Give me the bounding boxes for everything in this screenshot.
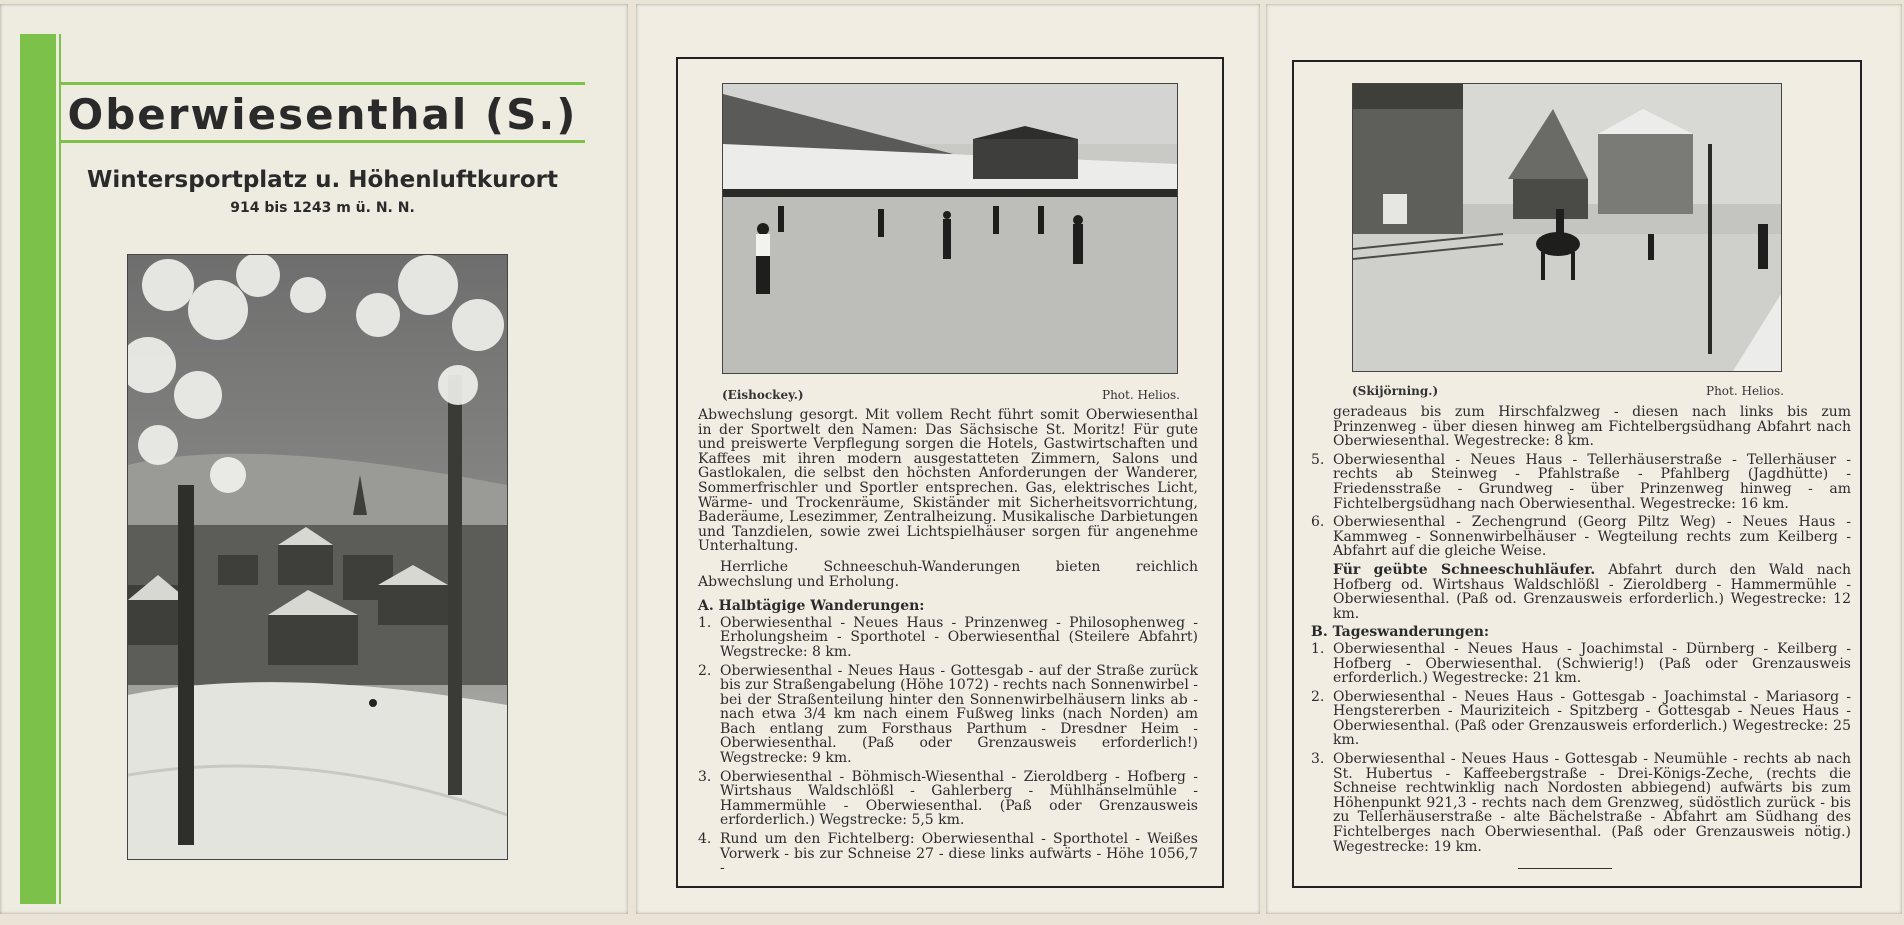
route-item: 4. Rund um den Fichtelberg: Oberwiesenthal - Sporthotel - Weißes Vorwerk - bis zur Schneise 27 - diese links aufwärts - Höhe 1056,7 -	[698, 831, 1198, 877]
route-item: 6. Oberwiesenthal - Zechengrund (Georg Piltz Weg) - Neues Haus - Kammweg - Sonnenwirbelhäuser - Wegteilung rechts zum Keilberg - Abfahrt auf die gleiche Weise.	[1311, 514, 1851, 560]
route-item: 3. Oberwiesenthal - Böhmisch-Wiesenthal - Zieroldberg - Hofberg - Wirtshaus Waldschlößl - Gahlerberg - Mühlhänselmühle - Hammermühle - Oberwiesenthal. (Paß oder Grenzausweis erforderlich.) Wegstrecke: 5,5 km.	[698, 768, 1198, 829]
inner-page-left	[636, 4, 1260, 914]
route-item: 2. Oberwiesenthal - Neues Haus - Gottesgab - Joachimstal - Mariasorg - Hengstererben - Mauriziteich - Spitzberg - Gottesgab - Neues Haus - Oberwiesenthal. (Paß oder Grenzausweis erforderlich.) Wegestrecke: 25 km.	[1311, 688, 1851, 749]
end-rule	[1518, 868, 1612, 869]
cover-altitude: 914 bis 1243 m ü. N. N.	[230, 200, 415, 216]
section-heading-a: A. Halbtägige Wanderungen:	[698, 598, 925, 615]
route-item: 1. Oberwiesenthal - Neues Haus - Prinzenweg - Philosophenweg - Erholungsheim - Sporthotel - Oberwiesenthal (Steilere Abfahrt) Wegstrecke: 8 km.	[698, 614, 1198, 660]
page2-body	[698, 408, 1198, 880]
section-heading-b: B. Tageswanderungen:	[1311, 624, 1490, 641]
page3-body	[1311, 405, 1851, 858]
expert-note	[1311, 563, 1851, 621]
photo-skijoring	[1352, 83, 1782, 372]
route-item: 5. Oberwiesenthal - Neues Haus - Tellerhäuserstraße - Tellerhäuser - rechts ab Steinweg - Pfahlstraße - Pfahlberg (Jagdhütte) - Friedensstraße - Grundweg - über Prinzenweg hinweg - am Fichtelbergsüdhang nach Oberwiesenthal. Wegestrecke: 16 km.	[1311, 451, 1851, 512]
cover-subtitle: Wintersportplatz u. Höhenluftkurort	[86, 167, 559, 193]
route-list-a-continued	[1311, 453, 1851, 559]
expert-text: Abfahrt durch den Wald nach Hofberg od. Wirtshaus Waldschlößl - Zieroldberg - Hammermühle - Oberwiesenthal. (Paß od. Grenzausweis erforderlich.) Wegestrecke: 12 km.	[1333, 561, 1852, 622]
continued-paragraph: geradeaus bis zum Hirschfalzweg - diesen nach links bis zum Prinzenweg - über diesen hinweg am Fichtelbergsüdhang Abfahrt nach Oberwiesenthal. Wegestrecke: 8 km.	[1333, 404, 1851, 450]
route-item: 2. Oberwiesenthal - Neues Haus - Gottesgab - auf der Straße zurück bis zur Straßengabelung (Höhe 1072) - rechts nach Sonnenwirbel - bei der Straßenteilung hinter den Sonnenwirbelhäusern links ab - nach etwa 3/4 km nach einem Fußweg links (nach Norden) am Bach entlang zum Forsthaus Parthum - Dresdner Heim - Oberwiesenthal. (Paß oder Grenzausweis erforderlich!) Wegstrecke: 9 km.	[698, 662, 1198, 767]
inner-page-right	[1266, 4, 1902, 914]
photo-caption: (Skijörning.)	[1352, 384, 1439, 398]
expert-label: Für geübte Schneeschuhläufer.	[1333, 561, 1596, 578]
intro-paragraph-2: Herrliche Schneeschuh-Wanderungen bieten reichlich Abwechslung und Erholung.	[698, 558, 1198, 590]
cover-title: Oberwiesenthal (S.)	[67, 90, 578, 139]
intro-paragraph: Abwechslung gesorgt. Mit vollem Recht führt somit Oberwiesenthal in der Sportwelt den Namen: Das Sächsische St. Moritz! Für gute und preiswerte Verpflegung sorgen die Hotels, Gastwirtschaften und Kaffees mit ihren modern ausgestatteten Zimmern, Salons und Gastlokalen, die selbst den höchsten Anforderungen der Wanderer, Sommerfrischler und Sportler entsprechen. Gas, elektrisches Licht, Wärme- und Trockenräume, Skiständer mit Sicherheitsvorrichtung, Baderäume, Lesezimmer, Zentralheizung. Musikalische Darbietungen und Tanzdielen, sowie zwei Lichtspielhäuser sorgen für angenehme Unterhaltung.	[698, 407, 1198, 555]
photo-ice-hockey	[722, 83, 1178, 374]
green-stripe	[20, 34, 56, 904]
photo-credit: Phot. Helios.	[1706, 384, 1784, 398]
route-list-a	[698, 616, 1198, 876]
photo-credit: Phot. Helios.	[1102, 388, 1180, 402]
title-rule-top	[60, 82, 585, 85]
title-rule-bottom	[60, 140, 585, 143]
route-item: 1. Oberwiesenthal - Neues Haus - Joachimstal - Dürnberg - Keilberg - Hofberg - Oberwiesenthal. (Schwierig!) (Paß oder Grenzausweis erforderlich.) Wegestrecke: 21 km.	[1311, 640, 1851, 687]
route-item: 3. Oberwiesenthal - Neues Haus - Gottesgab - Neumühle - rechts ab nach St. Hubertus - Kaffeebergstraße - Drei-Königs-Zeche, (rechts die Schneise rechtwinklig nach Nordosten abbiegend) aufwärts bis zum Höhenpunkt 921,3 - rechts nach dem Grenzweg, südöstlich zurück - bis zu Tellerhäuserstraße - alte Bächelstraße - Abfahrt am Südhang des Fichtelberges nach Oberwiesenthal. (Paß oder Grenzausweis nötig.) Wegestrecke: 19 km.	[1311, 751, 1851, 855]
photo-caption: (Eishockey.)	[722, 388, 804, 402]
cover-page	[0, 4, 628, 914]
cover-photo-winter-town	[127, 254, 508, 860]
route-list-b	[1311, 642, 1851, 854]
